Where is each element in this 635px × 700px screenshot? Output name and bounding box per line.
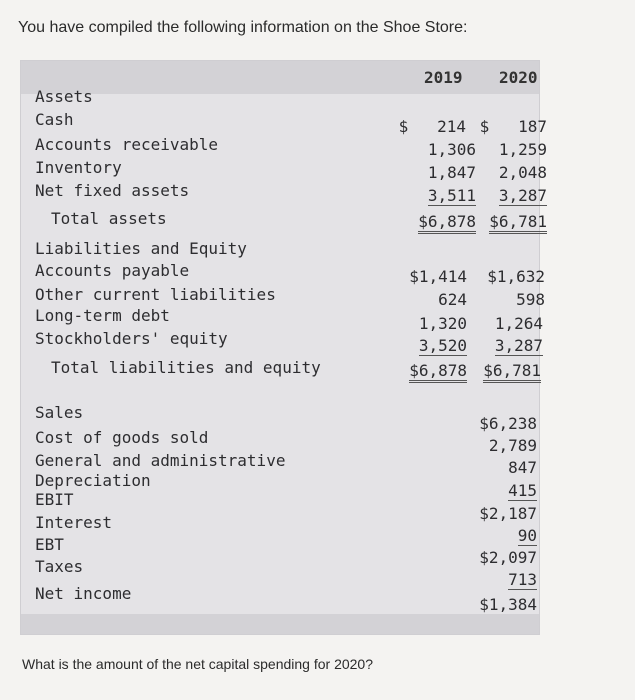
total-le-2020: $6,781 — [483, 361, 541, 383]
cash-2019: $ 214 — [398, 117, 466, 136]
liabilities-header: Liabilities and Equity — [35, 239, 247, 258]
ap-2019: $1,414 — [409, 267, 467, 286]
cash-2020: $ 187 — [479, 117, 547, 136]
ebt-value: $2,097 — [479, 548, 537, 567]
taxes-value: 713 — [508, 570, 537, 589]
table-footer-bar — [21, 614, 539, 634]
label-accounts-payable: Accounts payable — [35, 261, 190, 280]
total-assets-2020: $6,781 — [489, 212, 547, 234]
inventory-2019: 1,847 — [427, 163, 476, 182]
label-ebt: EBT — [35, 535, 64, 554]
label-ga: General and administrative — [35, 451, 286, 470]
label-depreciation: Depreciation — [35, 471, 151, 490]
assets-header: Assets — [35, 87, 93, 106]
label-net-fixed-assets: Net fixed assets — [35, 181, 190, 200]
page-heading: You have compiled the following information on the Shoe Store: — [18, 19, 468, 36]
se-2019: 3,520 — [418, 336, 467, 355]
ar-2020: 1,259 — [498, 140, 547, 159]
label-sales: Sales — [35, 403, 84, 422]
label-cash: Cash — [35, 110, 74, 129]
question-text: What is the amount of the net capital spending for 2020? — [22, 656, 374, 672]
nfa-2019: 3,511 — [427, 186, 476, 205]
net-income-value: $1,384 — [479, 595, 537, 617]
nfa-2020: 3,287 — [498, 186, 547, 205]
label-total-assets: Total assets — [51, 209, 167, 228]
year-2019-header: 2019 — [424, 68, 463, 87]
label-interest: Interest — [35, 513, 113, 532]
label-total-liabilities-equity: Total liabilities and equity — [51, 358, 321, 377]
label-cogs: Cost of goods sold — [35, 428, 209, 447]
sales-value: $6,238 — [479, 414, 537, 433]
ar-2019: 1,306 — [427, 140, 476, 159]
label-long-term-debt: Long-term debt — [35, 306, 170, 325]
cogs-value: 2,789 — [488, 436, 537, 455]
total-assets-2019: $6,878 — [418, 212, 476, 234]
ebit-value: $2,187 — [479, 504, 537, 523]
ocl-2020: 598 — [516, 290, 545, 309]
depreciation-value: 415 — [508, 481, 537, 500]
ga-value: 847 — [508, 458, 537, 477]
ocl-2019: 624 — [438, 290, 467, 309]
label-accounts-receivable: Accounts receivable — [35, 135, 219, 154]
interest-value: 90 — [517, 526, 537, 545]
total-le-2019: $6,878 — [409, 361, 467, 383]
ap-2020: $1,632 — [487, 267, 545, 286]
year-2020-header: 2020 — [499, 68, 538, 87]
ltd-2020: 1,264 — [494, 314, 543, 333]
label-taxes: Taxes — [35, 557, 84, 576]
se-2020: 3,287 — [494, 336, 543, 355]
financial-table — [20, 60, 547, 635]
label-stockholders-equity: Stockholders' equity — [35, 329, 228, 348]
label-ebit: EBIT — [35, 490, 74, 509]
label-other-current-liabilities: Other current liabilities — [35, 285, 276, 304]
label-net-income: Net income — [35, 584, 132, 603]
inventory-2020: 2,048 — [498, 163, 547, 182]
ltd-2019: 1,320 — [418, 314, 467, 333]
label-inventory: Inventory — [35, 158, 122, 177]
